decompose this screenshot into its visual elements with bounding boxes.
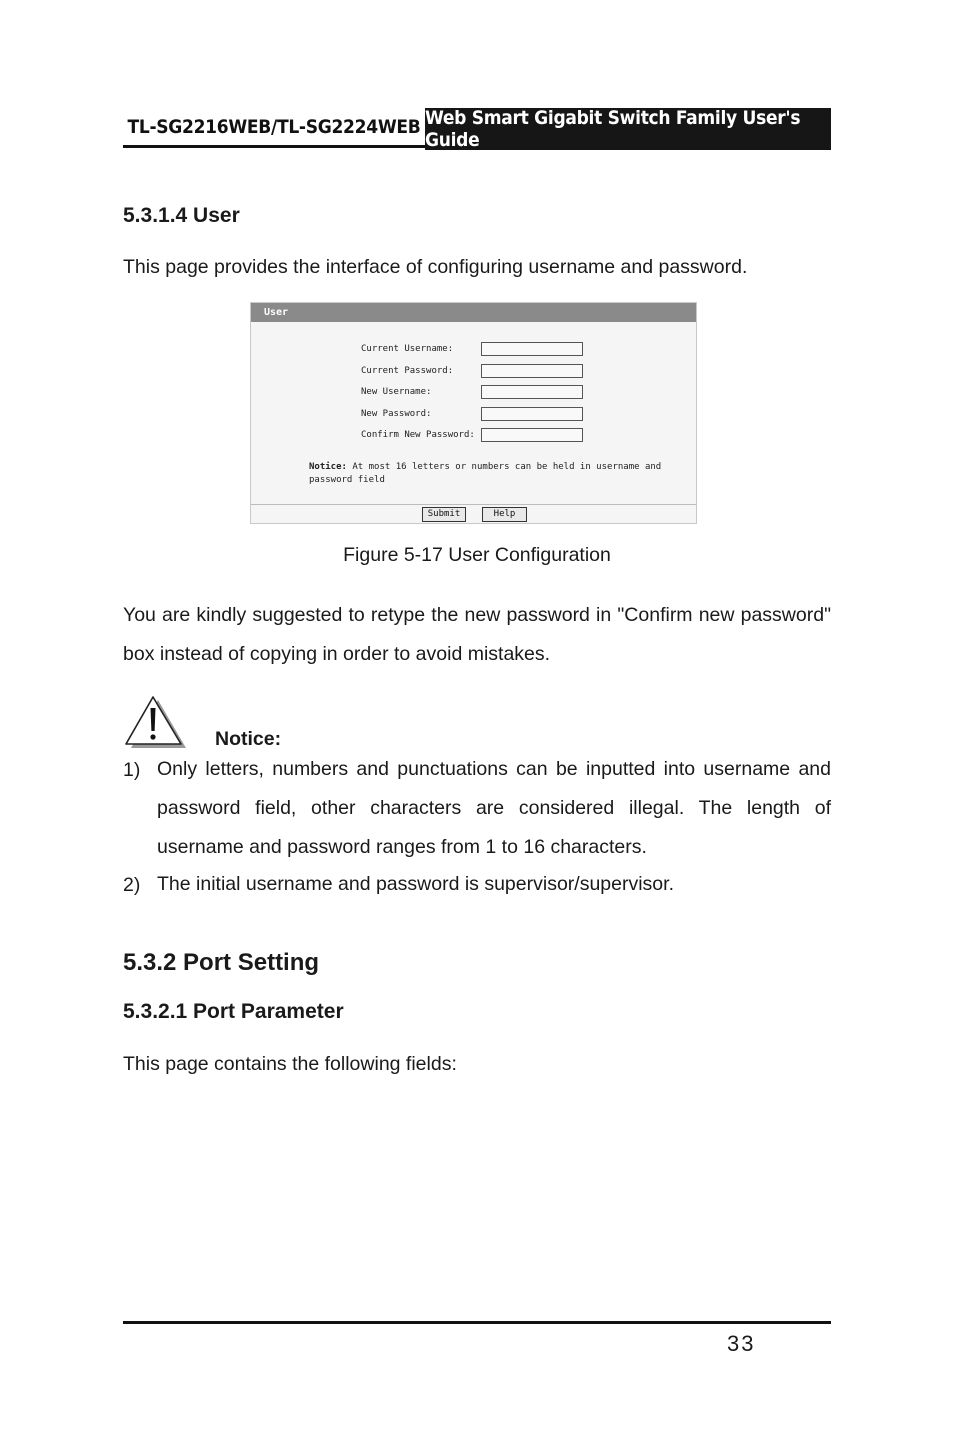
new-password-input[interactable] [481,407,583,421]
header-guide-title: Web Smart Gigabit Switch Family User's Guide [425,108,831,150]
confirm-password-input[interactable] [481,428,583,442]
current-password-input[interactable] [481,364,583,378]
footer-rule [123,1321,831,1324]
notice-item-1-text: Only letters, numbers and punctuations can be inputted into username and password field, other characters are considered illegal. The length of username and password ranges from 1 to 16 characters. [157,758,831,858]
header-model: TL-SG2216WEB/TL-SG2224WEB [123,108,425,148]
notice-item-1-number: 1) [123,759,141,781]
submit-button[interactable]: Submit [422,507,466,522]
section-port-sub-heading: 5.3.2.1 Port Parameter [123,1000,344,1023]
current-password-label: Current Password: [361,366,454,376]
form-row-confirm-password [361,427,583,443]
section-user-heading: 5.3.1.4 User [123,204,240,227]
panel-title: User [251,303,696,322]
confirm-password-label: Confirm New Password: [361,430,475,440]
user-config-panel [250,302,697,524]
new-password-label: New Password: [361,409,432,419]
figure-caption: Figure 5-17 User Configuration [343,544,611,566]
help-button[interactable]: Help [482,507,527,522]
new-username-label: New Username: [361,387,432,397]
section-port-intro: This page contains the following fields: [123,1053,457,1075]
section-port-heading: 5.3.2 Port Setting [123,949,320,976]
panel-notice [309,461,669,487]
page-number: 33 [727,1331,756,1356]
notice-item-2-number: 2) [123,874,141,896]
form-row-new-username [361,384,583,400]
current-username-input[interactable] [481,342,583,356]
form-row-current-password [361,363,583,379]
retype-paragraph: You are kindly suggested to retype the new password in "Confirm new password" box instead of copying in order to avoid mistakes. [123,604,831,665]
panel-notice-text: At most 16 letters or numbers can be held in username and password field [309,462,662,485]
section-user-intro: This page provides the interface of configuring username and password. [123,256,748,278]
panel-footer-divider [251,504,696,505]
new-username-input[interactable] [481,385,583,399]
panel-notice-label: Notice: [309,462,347,472]
notice-label: Notice: [215,728,282,750]
warning-icon [124,694,186,750]
current-username-label: Current Username: [361,344,454,354]
form-row-new-password [361,406,583,422]
notice-item-2-text: The initial username and password is supervisor/supervisor. [157,873,674,895]
form-row-current-username [361,341,583,357]
